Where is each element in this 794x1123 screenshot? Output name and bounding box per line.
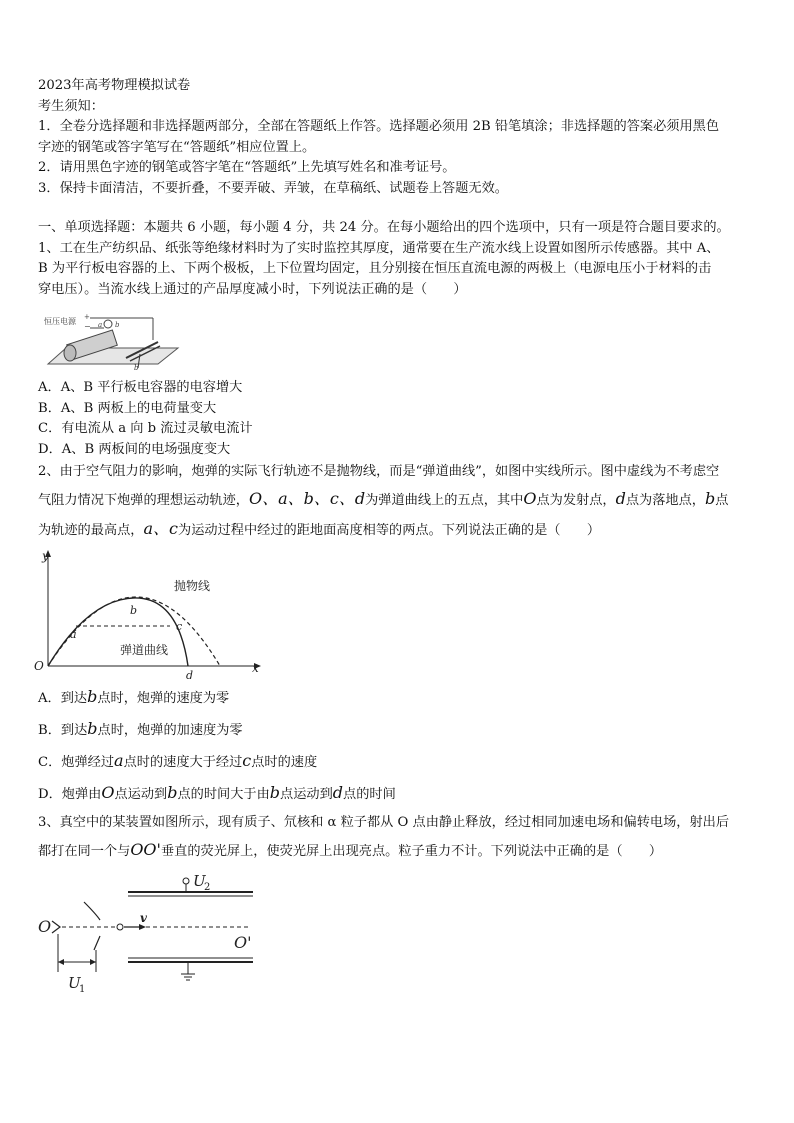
svg-text:+: + bbox=[84, 313, 90, 321]
q1-option-c: C．有电流从 a 向 b 流过灵敏电流计 bbox=[38, 421, 253, 436]
q1-stem: 1、工在生产纺织品、纸张等绝缘材料时为了实时监控其厚度，通常要在生产流水线上设置如图所示传感器。其中 A、 bbox=[38, 240, 720, 256]
q2-stem: 2、由于空气阻力的影响，炮弹的实际飞行轨迹不是抛物线，而是“弹道曲线”，如图中实线所示。图中虚线为不考虑空 bbox=[38, 464, 720, 479]
svg-text:y: y bbox=[42, 549, 49, 563]
section-heading: 一、单项选择题：本题共 6 小题，每小题 4 分，共 24 分。在每小题给出的四个选项中，只有一项是符合题目要求的。 bbox=[38, 220, 730, 235]
exam-page bbox=[34, 76, 758, 1012]
accelerator-deflector-diagram bbox=[38, 866, 278, 1004]
capacitor-sensor-diagram bbox=[38, 310, 198, 370]
q1-option-d: D．A、B 两板间的电场强度变大 bbox=[38, 441, 231, 457]
q1-stem: B 为平行板电容器的上、下两个极板，上下位置均固定，且分别接在恒压直流电源的两极上（电源电压小于材料的击 bbox=[38, 261, 712, 276]
q2-figure bbox=[34, 548, 758, 682]
trajectory-diagram bbox=[34, 548, 278, 682]
svg-text:抛物线: 抛物线 bbox=[174, 579, 211, 593]
svg-text:1: 1 bbox=[79, 984, 86, 995]
notice-item: 2．请用黑色字迹的钢笔或答字笔在“答题纸”上先填写姓名和准考证号。 bbox=[38, 160, 456, 175]
svg-text:O: O bbox=[34, 659, 44, 673]
svg-text:d: d bbox=[186, 669, 194, 682]
svg-text:a: a bbox=[70, 628, 77, 641]
notice-item: 1．全卷分选择题和非选择题两部分，全部在答题纸上作答。选择题必须用 2B 铅笔填涂；非选择题的答案必须用黑色 bbox=[38, 119, 720, 134]
q2-option-d: D．炮弹由O点运动到b点的时间大于由b点运动到d点的时间 bbox=[38, 783, 396, 802]
notice-heading: 考生须知： bbox=[38, 98, 104, 114]
svg-text:U: U bbox=[193, 872, 206, 890]
svg-text:U: U bbox=[68, 974, 81, 992]
q2-option-c: C．炮弹经过a点时的速度大于经过c点时的速度 bbox=[38, 751, 318, 770]
q1-option-a: A．A、B 平行板电容器的电容增大 bbox=[38, 380, 243, 395]
svg-text:a: a bbox=[98, 321, 103, 329]
svg-text:b: b bbox=[130, 604, 138, 617]
svg-text:−: − bbox=[84, 322, 91, 331]
svg-text:x: x bbox=[252, 661, 259, 675]
q1-stem: 穿电压）。当流水线上通过的产品厚度减小时，下列说法正确的是（ ） bbox=[38, 281, 467, 297]
notice-item: 3．保持卡面清洁，不要折叠，不要弄破、弄皱，在草稿纸、试题卷上答题无效。 bbox=[38, 180, 508, 196]
q1-figure bbox=[38, 310, 758, 372]
svg-text:b: b bbox=[115, 321, 120, 329]
svg-text:弹道曲线: 弹道曲线 bbox=[120, 643, 169, 657]
svg-text:c: c bbox=[176, 620, 183, 633]
svg-text:O: O bbox=[38, 917, 52, 936]
power-label: 恒压电源 bbox=[44, 317, 76, 326]
svg-text:b: b bbox=[134, 364, 139, 372]
svg-text:v: v bbox=[140, 911, 147, 925]
q2-option-b: B．到达b点时，炮弹的加速度为零 bbox=[38, 719, 243, 738]
notice-item: 字迹的钢笔或答字笔写在“答题纸”相应位置上。 bbox=[38, 139, 316, 155]
q2-option-a: A．到达b点时，炮弹的速度为零 bbox=[38, 687, 230, 706]
svg-text:2: 2 bbox=[204, 882, 211, 893]
q3-stem: 都打在同一个与OO'垂直的荧光屏上，使荧光屏上出现亮点。粒子重力不计。下列说法中正确的是（ ） bbox=[38, 840, 663, 859]
q1-option-b: B．A、B 两板上的电荷量变大 bbox=[38, 400, 217, 416]
q2-stem: 为轨迹的最高点，a、c为运动过程中经过的距地面高度相等的两点。下列说法正确的是（ ） bbox=[38, 519, 601, 538]
exam-title: 2023年高考物理模拟试卷 bbox=[38, 78, 191, 93]
q3-stem: 3、真空中的某装置如图所示，现有质子、氘核和 α 粒子都从 O 点由静止释放，经过相同加速电场和偏转电场，射出后 bbox=[38, 815, 730, 830]
svg-text:O': O' bbox=[234, 933, 252, 952]
q3-figure bbox=[38, 866, 758, 1006]
q2-stem: 气阻力情况下炮弹的理想运动轨迹，O、a、b、c、d为弹道曲线上的五点，其中O点为发射点，d点为落地点，b点 bbox=[38, 489, 729, 508]
